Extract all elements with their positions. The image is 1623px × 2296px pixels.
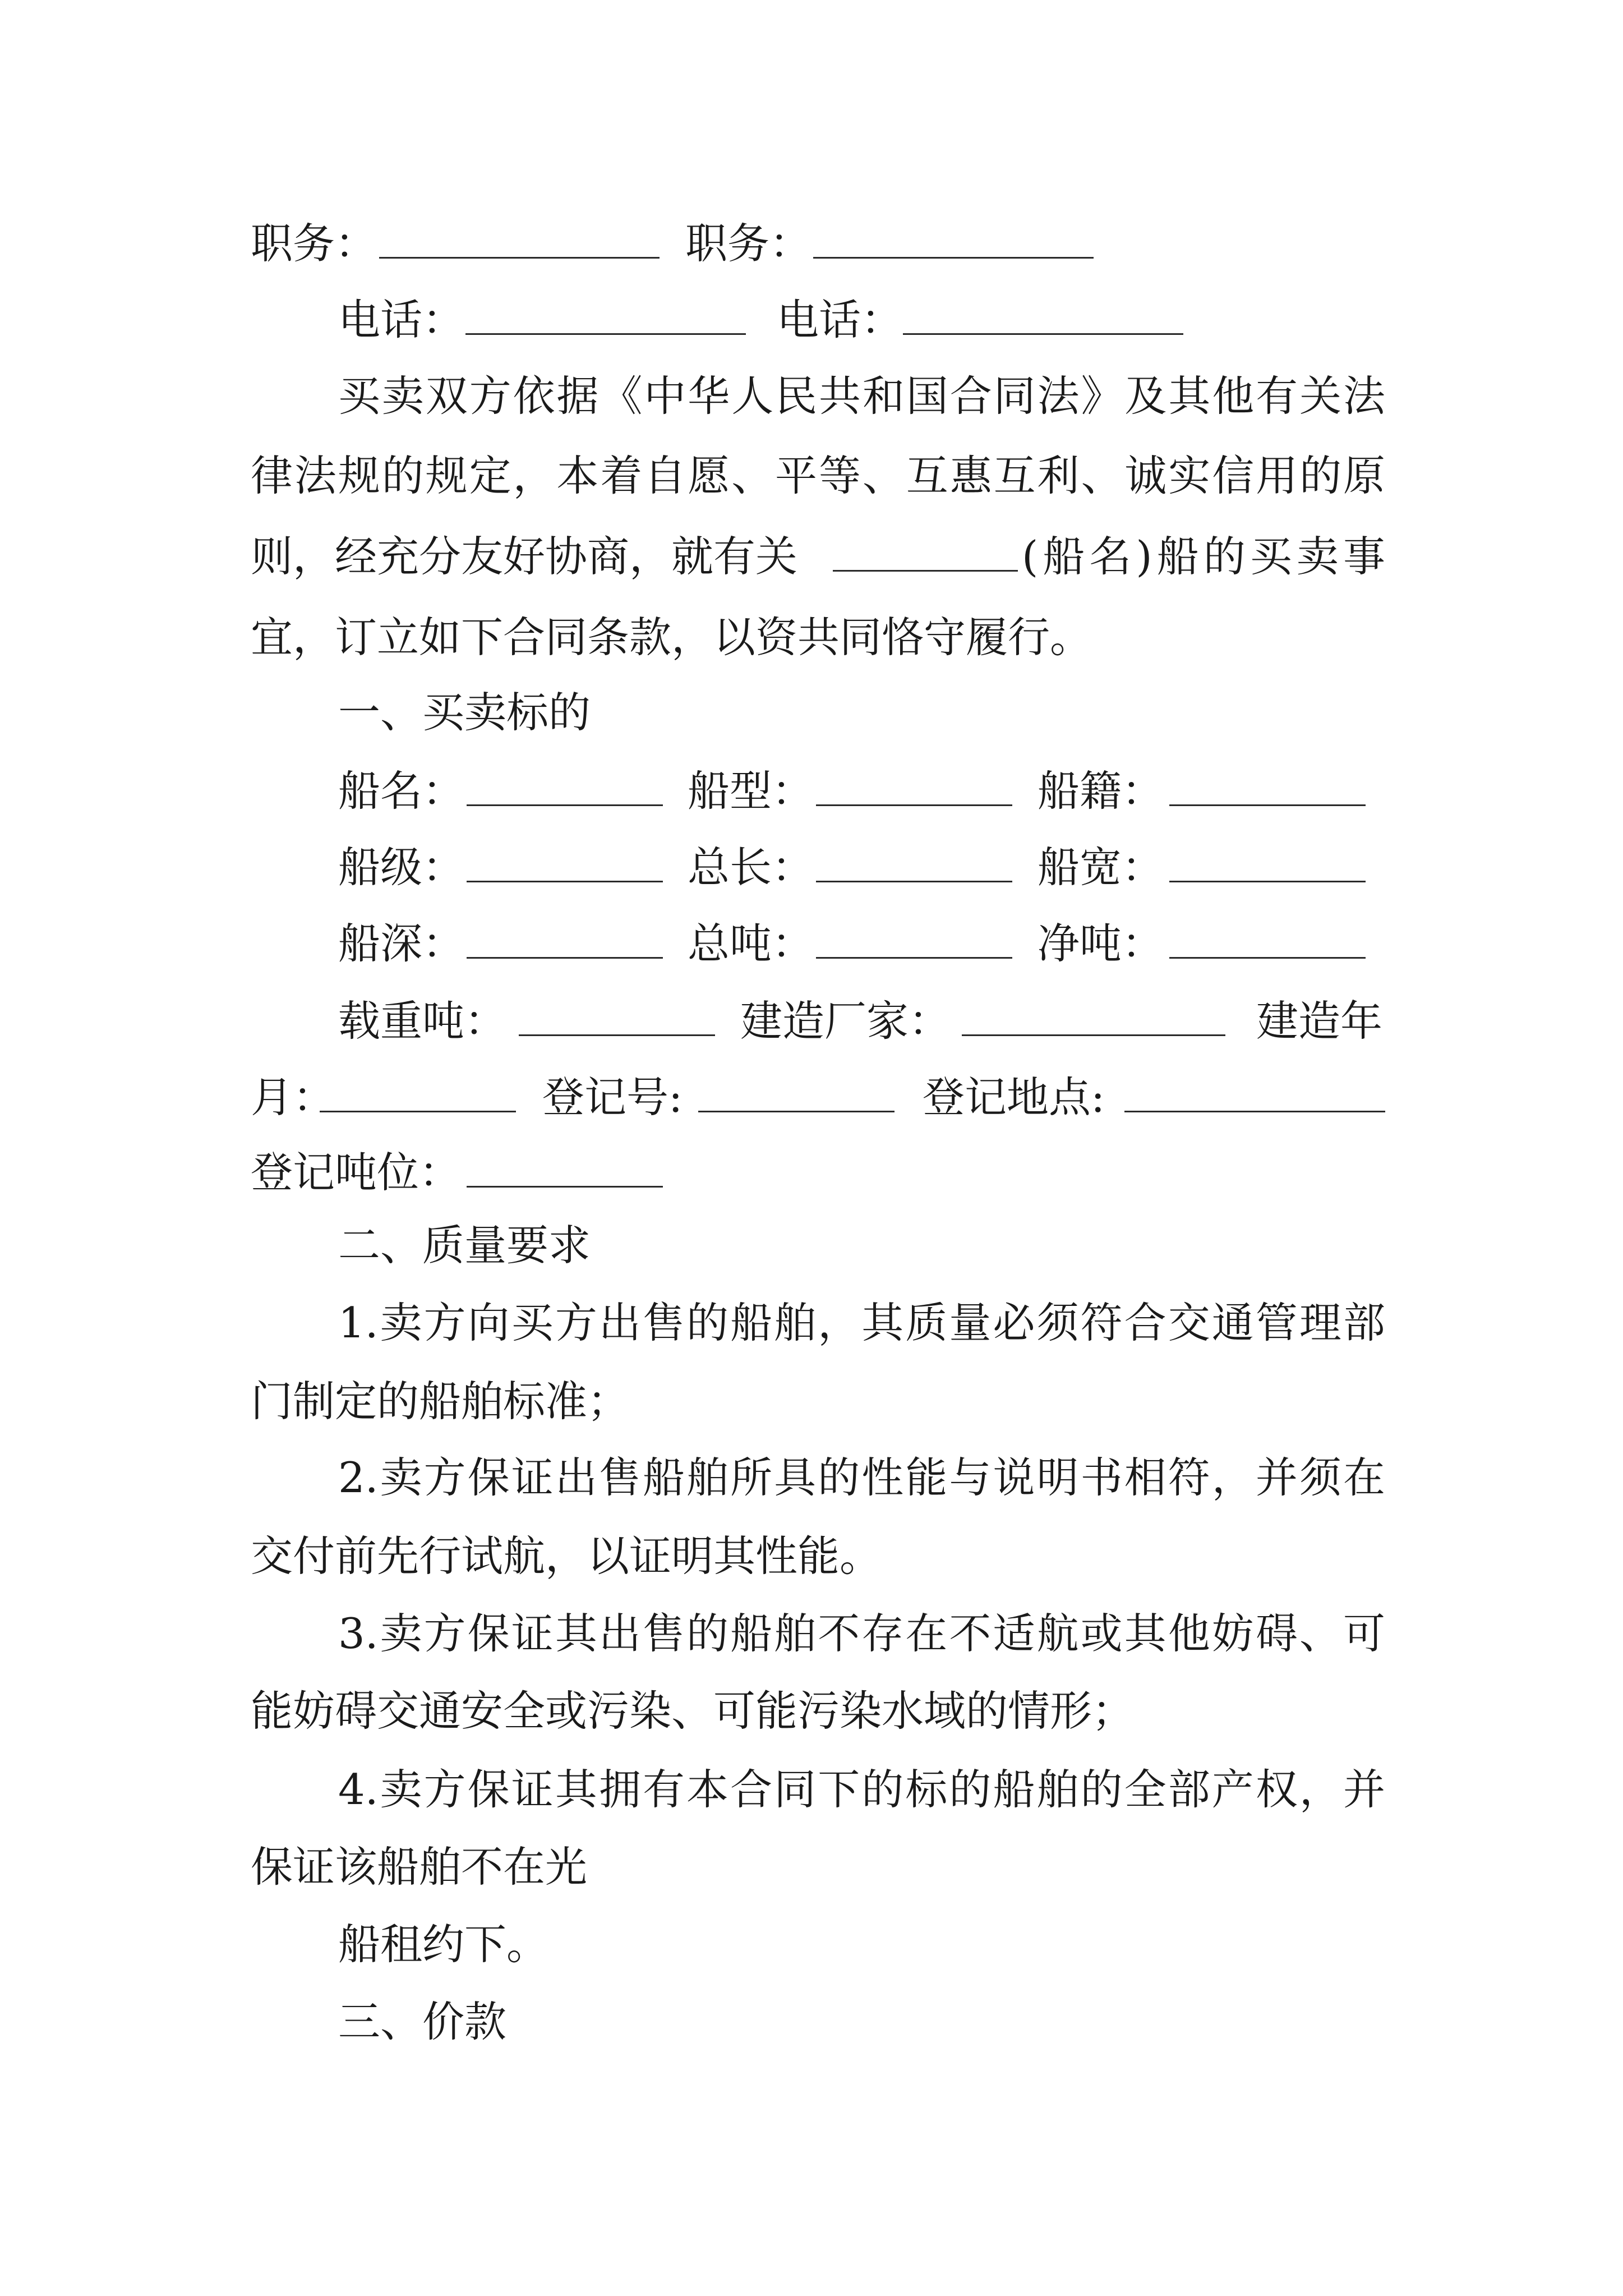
position-blank-party-b[interactable] — [813, 257, 1094, 259]
quality-item-3-line-1 — [0, 1594, 1623, 1673]
registered-tonnage-blank[interactable] — [467, 1186, 663, 1188]
ship-name-blank-preamble[interactable] — [833, 570, 1018, 572]
position-label-party-a: 职务： — [251, 219, 377, 268]
ship-row-5 — [0, 1058, 1623, 1137]
section-1-heading: 一、买卖标的 — [338, 688, 591, 737]
quality-item-1-text-1: 1.卖方向买方出售的船舶，其质量必须符合交通管理部 — [338, 1298, 1385, 1347]
section-1-heading-row — [0, 673, 1623, 752]
deadweight-label: 载重吨： — [338, 996, 507, 1046]
gross-tonnage-label: 总吨： — [688, 919, 814, 968]
ship-class-blank[interactable] — [467, 881, 663, 882]
builder-blank[interactable] — [962, 1034, 1225, 1036]
ship-row-2 — [0, 828, 1623, 907]
section-3-heading-row — [0, 1982, 1623, 2061]
ship-class-label: 船级： — [338, 843, 465, 892]
preamble-text-4: 宜，订立如下合同条款，以资共同恪守履行。 — [251, 613, 1092, 662]
gross-tonnage-blank[interactable] — [816, 957, 1012, 959]
registration-place-label: 登记地点: — [923, 1073, 1105, 1122]
quality-item-2-text-2: 交付前先行试航，以证明其性能。 — [251, 1531, 882, 1581]
overall-length-label: 总长： — [688, 843, 814, 892]
quality-item-4-text-3: 船租约下。 — [338, 1920, 549, 1969]
preamble-text-1: 买卖双方依据《中华人民共和国合同法》及其他有关法 — [338, 371, 1385, 421]
registration-no-label: 登记号: — [542, 1073, 683, 1122]
registered-tonnage-label: 登记吨位： — [251, 1148, 462, 1197]
position-label-party-b: 职务： — [685, 219, 812, 268]
depth-blank[interactable] — [467, 957, 663, 959]
ship-registry-label: 船籍： — [1038, 766, 1164, 816]
phone-label-party-b: 电话： — [777, 295, 903, 344]
deadweight-blank[interactable] — [519, 1034, 715, 1036]
quality-item-4-line-3 — [0, 1905, 1623, 1984]
quality-item-1-line-1 — [0, 1283, 1623, 1362]
phone-row — [0, 280, 1623, 359]
net-tonnage-label: 净吨： — [1038, 919, 1164, 968]
overall-length-blank[interactable] — [816, 881, 1012, 882]
depth-label: 船深： — [338, 919, 465, 968]
preamble-line-1 — [0, 357, 1623, 435]
position-row — [0, 204, 1623, 283]
quality-item-3-text-1: 3.卖方保证其出售的船舶不存在不适航或其他妨碍、可 — [338, 1609, 1385, 1658]
build-date-label-part-1: 建造年 — [1256, 996, 1383, 1046]
ship-name-blank[interactable] — [467, 804, 663, 806]
net-tonnage-blank[interactable] — [1169, 957, 1366, 959]
quality-item-4-line-1 — [0, 1750, 1623, 1829]
ship-name-label: 船名： — [338, 766, 465, 816]
section-2-heading: 二、质量要求 — [338, 1221, 591, 1270]
phone-blank-party-b[interactable] — [903, 333, 1183, 335]
quality-item-3-text-2: 能妨碍交通安全或污染、可能污染水域的情形； — [251, 1686, 1135, 1736]
quality-item-2-text-1: 2.卖方保证出售船舶所具的性能与说明书相符，并须在 — [338, 1453, 1385, 1502]
phone-label-party-a: 电话： — [338, 295, 465, 344]
position-blank-party-a[interactable] — [379, 257, 660, 259]
preamble-line-3 — [0, 517, 1623, 596]
builder-label: 建造厂家： — [740, 996, 951, 1046]
quality-item-3-line-2 — [0, 1672, 1623, 1750]
quality-item-1-line-2 — [0, 1362, 1623, 1441]
section-2-heading-row — [0, 1206, 1623, 1285]
ship-row-3 — [0, 904, 1623, 983]
build-date-blank[interactable] — [320, 1111, 516, 1112]
registration-place-blank[interactable] — [1124, 1111, 1385, 1112]
preamble-line-4 — [0, 598, 1623, 677]
ship-row-6 — [0, 1133, 1623, 1212]
ship-type-label: 船型： — [688, 766, 814, 816]
quality-item-2-line-2 — [0, 1517, 1623, 1595]
build-date-label-part-2: 月： — [251, 1073, 335, 1122]
beam-blank[interactable] — [1169, 881, 1366, 882]
ship-row-1 — [0, 752, 1623, 830]
quality-item-1-text-2: 门制定的船舶标准； — [251, 1377, 630, 1426]
section-3-heading: 三、价款 — [338, 1997, 507, 2046]
preamble-text-3b: (船名)船的买卖事 — [1022, 532, 1385, 581]
quality-item-4-line-2 — [0, 1828, 1623, 1906]
registration-no-blank[interactable] — [698, 1111, 895, 1112]
preamble-line-2 — [0, 436, 1623, 515]
quality-item-2-line-1 — [0, 1438, 1623, 1517]
ship-row-4 — [0, 982, 1623, 1060]
phone-blank-party-a[interactable] — [465, 333, 746, 335]
ship-registry-blank[interactable] — [1169, 804, 1366, 806]
quality-item-4-text-2: 保证该船舶不在光 — [251, 1842, 588, 1892]
beam-label: 船宽： — [1038, 843, 1164, 892]
quality-item-4-text-1: 4.卖方保证其拥有本合同下的标的船舶的全部产权，并 — [338, 1765, 1385, 1814]
preamble-text-2: 律法规的规定，本着自愿、平等、互惠互利、诚实信用的原 — [251, 451, 1385, 500]
preamble-text-3a: 则，经充分友好协商，就有关 — [251, 532, 798, 581]
ship-type-blank[interactable] — [816, 804, 1012, 806]
